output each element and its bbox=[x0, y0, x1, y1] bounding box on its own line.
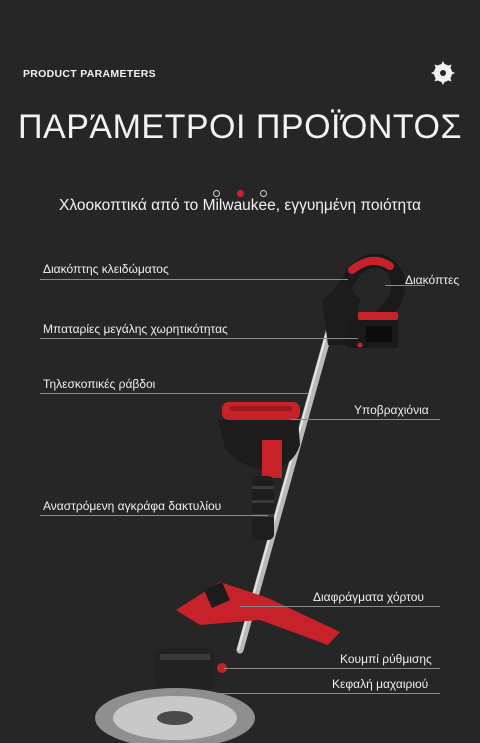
page-title: ΠΑΡΆΜΕΤΡΟΙ ΠΡΟΪΌΝΤΟΣ bbox=[17, 108, 462, 146]
callout-battery: Μπαταρίες μεγάλης χωρητικότητας bbox=[43, 322, 228, 336]
product-parameters-label: PRODUCT PARAMETERS bbox=[23, 68, 156, 80]
callout-line bbox=[40, 279, 348, 280]
callout-telescopic: Τηλεσκοπικές ράβδοι bbox=[43, 377, 156, 391]
callout-line bbox=[200, 693, 440, 694]
callout-line bbox=[290, 419, 440, 420]
callout-line bbox=[240, 606, 440, 607]
callout-blade-head: Κεφαλή μαχαιριού bbox=[332, 677, 429, 691]
callout-grass-guard: Διαφράγματα χόρτου bbox=[313, 590, 424, 604]
callout-line bbox=[40, 338, 358, 339]
callout-ring-clamp: Αναστρόμενη αγκράφα δακτυλίου bbox=[43, 499, 222, 513]
callout-switches: Διακόπτες bbox=[405, 273, 460, 287]
callout-lock-switch: Διακόπτης κλειδώματος bbox=[43, 262, 169, 276]
callout-adjust-button: Κουμπί ρύθμισης bbox=[340, 652, 432, 666]
callout-line bbox=[224, 668, 440, 669]
callout-line bbox=[40, 393, 308, 394]
subtitle: Χλοοκοπτικά από το Milwaukee, εγγυημένη ποιότητα bbox=[59, 197, 421, 214]
callout-armrest: Υποβραχιόνια bbox=[354, 403, 429, 417]
callout-line bbox=[40, 515, 268, 516]
